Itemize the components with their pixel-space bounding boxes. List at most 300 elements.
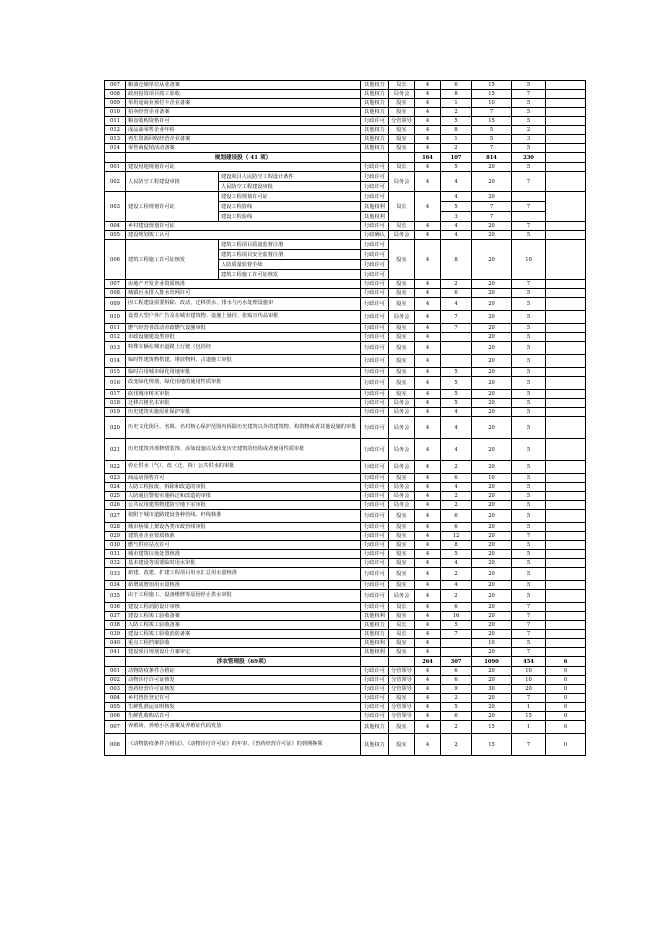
- table-cell: 行政许可: [361, 523, 389, 532]
- table-cell: 行政许可: [361, 581, 389, 590]
- table-row: [105, 135, 586, 144]
- item-name: 建设工程竣工验收消防备案: [126, 630, 361, 639]
- table-cell: 局务会: [389, 417, 415, 439]
- table-cell: 行政许可: [361, 399, 389, 408]
- table-cell: [546, 474, 586, 483]
- table-cell: 分管领导: [389, 676, 415, 685]
- item-name: 设置大型户外广告及在城市建筑物、设施上悬挂、张贴宣传品审批: [126, 311, 361, 324]
- table-cell: 0: [546, 694, 586, 703]
- table-cell: 4: [415, 192, 441, 222]
- item-name: 公共民用建筑物建防空地下室审批: [126, 501, 361, 510]
- table-cell: 4: [415, 676, 441, 685]
- table-cell: [546, 333, 586, 342]
- table-cell: 局务会: [389, 231, 415, 240]
- table-cell: 5: [512, 550, 546, 559]
- item-name: 城市桥梁上架设各类市政管线审批: [126, 523, 361, 532]
- table-row: [105, 172, 586, 182]
- table-cell: 0: [546, 667, 586, 676]
- table-cell: 2: [441, 280, 472, 289]
- item-number: 023: [105, 474, 126, 483]
- table-cell: 行政许可: [361, 712, 389, 721]
- table-cell: 5: [441, 117, 472, 126]
- table-cell: 20: [472, 541, 512, 550]
- table-cell: 5: [512, 324, 546, 333]
- table-cell: 4: [441, 483, 472, 492]
- table-cell: 行政许可: [361, 280, 389, 289]
- table-cell: 5: [441, 390, 472, 399]
- table-cell: 4: [415, 621, 441, 630]
- item-number: 034: [105, 581, 126, 590]
- table-cell: 4: [415, 108, 441, 117]
- table-cell: 4: [441, 192, 472, 202]
- table-cell: 1: [441, 135, 472, 144]
- item-name: 依附于城市道路建设各种管线、杆线核准: [126, 510, 361, 523]
- table-cell: [546, 501, 586, 510]
- table-cell: 5: [512, 501, 546, 510]
- table-row: [105, 461, 586, 474]
- table-cell: 5: [512, 590, 546, 603]
- table-cell: 0: [546, 721, 586, 734]
- table-cell: [546, 399, 586, 408]
- table-cell: 4: [415, 648, 441, 657]
- table-cell: 股室: [389, 648, 415, 657]
- table-cell: 20: [512, 685, 546, 694]
- item-name: 基本建设等需要临时用水审批: [126, 559, 361, 568]
- table-cell: 5: [512, 581, 546, 590]
- table-cell: 4: [415, 117, 441, 126]
- table-cell: 4: [415, 474, 441, 483]
- item-number: 005: [105, 231, 126, 240]
- item-number: 004: [105, 694, 126, 703]
- table-cell: 0: [546, 734, 586, 756]
- table-cell: 局长: [389, 192, 415, 222]
- table-cell: 6: [441, 712, 472, 721]
- table-cell: 股室: [389, 390, 415, 399]
- item-name: 历史建筑实施原址保护审批: [126, 408, 361, 417]
- table-cell: 股室: [389, 734, 415, 756]
- table-cell: [546, 342, 586, 355]
- table-cell: 8: [441, 126, 472, 135]
- item-name: 燃气供应站点许可: [126, 541, 361, 550]
- table-cell: 其他权利: [361, 639, 389, 648]
- table-cell: 8: [441, 240, 472, 280]
- table-cell: 4: [415, 99, 441, 108]
- table-cell: 4: [441, 439, 472, 461]
- table-cell: 股室: [389, 694, 415, 703]
- table-cell: 2: [441, 144, 472, 153]
- table-cell: 5: [512, 231, 546, 240]
- table-cell: 5: [512, 390, 546, 399]
- table-cell: 行政许可: [361, 439, 389, 461]
- table-cell: 4: [415, 590, 441, 603]
- table-cell: 7: [512, 90, 546, 99]
- table-cell: 8: [441, 541, 472, 550]
- table-cell: 4: [415, 483, 441, 492]
- table-cell: 4: [441, 222, 472, 231]
- table-cell: 7: [512, 621, 546, 630]
- table-cell: 行政许可: [361, 550, 389, 559]
- table-row: [105, 222, 586, 231]
- table-cell: 2: [441, 461, 472, 474]
- table-cell: 230: [512, 153, 546, 163]
- table-cell: 5: [472, 135, 512, 144]
- table-cell: 7: [512, 172, 546, 192]
- item-name: 粮食收购资格许可: [126, 117, 361, 126]
- table-cell: 5: [512, 492, 546, 501]
- item-number: 012: [105, 333, 126, 342]
- table-cell: 行政许可: [361, 510, 389, 523]
- table-cell: 5: [441, 621, 472, 630]
- table-cell: 其他权力: [361, 630, 389, 639]
- table-cell: [546, 192, 586, 222]
- table-cell: [546, 630, 586, 639]
- table-cell: [546, 280, 586, 289]
- table-cell: 20: [472, 311, 512, 324]
- table-cell: 5: [512, 163, 546, 172]
- table-cell: 其他权力: [361, 734, 389, 756]
- table-cell: 股室: [389, 289, 415, 298]
- item-name: 城市建筑垃圾处置核准: [126, 550, 361, 559]
- table-cell: 股室: [389, 324, 415, 333]
- table-cell: [546, 408, 586, 417]
- table-row: [105, 333, 586, 342]
- table-row: [105, 231, 586, 240]
- table-cell: 行政确认: [361, 231, 389, 240]
- sub-item-name: 建设工程验线: [219, 212, 361, 222]
- item-number: 030: [105, 541, 126, 550]
- item-number: 007: [105, 280, 126, 289]
- table-row: [105, 126, 586, 135]
- item-name: 历史建筑外部修缮装饰、添加设施以及改变历史建筑的结构或者使用性质审批: [126, 439, 361, 461]
- table-cell: 其他权力: [361, 135, 389, 144]
- table-cell: 分管领导: [389, 712, 415, 721]
- table-cell: 20: [472, 222, 512, 231]
- table-cell: 2: [441, 590, 472, 603]
- table-cell: 局务会: [389, 311, 415, 324]
- table-cell: 5: [512, 510, 546, 523]
- table-cell: [546, 117, 586, 126]
- table-cell: [546, 483, 586, 492]
- table-cell: [105, 153, 126, 163]
- table-row: [105, 568, 586, 581]
- table-cell: 股室: [389, 333, 415, 342]
- table-cell: 4: [441, 231, 472, 240]
- table-cell: 行政许可: [361, 417, 389, 439]
- table-cell: 股室: [389, 108, 415, 117]
- table-row: [105, 590, 586, 603]
- table-cell: 4: [415, 639, 441, 648]
- table-cell: 4: [415, 630, 441, 639]
- table-cell: 4: [415, 721, 441, 734]
- table-cell: [546, 135, 586, 144]
- table-cell: [546, 532, 586, 541]
- table-cell: 20: [472, 461, 512, 474]
- table-cell: 6: [441, 289, 472, 298]
- table-cell: 行政许可: [361, 368, 389, 377]
- table-cell: 4: [415, 532, 441, 541]
- table-row: [105, 117, 586, 126]
- table-cell: 其他权力: [361, 621, 389, 630]
- table-cell: 行政许可: [361, 408, 389, 417]
- table-row: [105, 390, 586, 399]
- table-cell: 5: [512, 461, 546, 474]
- item-name: 因工程建设需要拆除、改动、迁移供水、排水与污水处理设施审: [126, 298, 361, 311]
- table-cell: [546, 568, 586, 581]
- table-cell: [441, 342, 472, 355]
- table-cell: 股室: [389, 126, 415, 135]
- table-cell: 其他权利: [361, 612, 389, 621]
- table-cell: 5: [512, 368, 546, 377]
- item-number: 004: [105, 222, 126, 231]
- table-row: [105, 703, 586, 712]
- sub-item-name: 建设工程放线: [219, 202, 361, 212]
- item-number: 003: [105, 192, 126, 222]
- table-cell: 8: [441, 90, 472, 99]
- table-row: [105, 298, 586, 311]
- table-cell: 4: [441, 408, 472, 417]
- table-cell: 307: [441, 657, 472, 667]
- item-name: 建设用地规划许可证: [126, 163, 361, 172]
- table-cell: 行政许可: [361, 541, 389, 550]
- power-type: 行政许可: [361, 182, 389, 192]
- table-row: [105, 81, 586, 90]
- table-cell: 2: [441, 694, 472, 703]
- table-cell: 局务会: [389, 399, 415, 408]
- power-type: 行政许可: [361, 270, 389, 280]
- item-name: 人防通信警报实施拆迁和改造的审批: [126, 492, 361, 501]
- item-name: 成品油零售企业年检: [126, 126, 361, 135]
- table-cell: 814: [472, 153, 512, 163]
- item-name: 城镇污水排入排水管网许可: [126, 289, 361, 298]
- item-name: 临时占用城市绿化用地审批: [126, 368, 361, 377]
- table-cell: 行政许可: [361, 117, 389, 126]
- table-cell: 分管领导: [389, 667, 415, 676]
- table-cell: 行政许可: [361, 676, 389, 685]
- table-cell: 股室: [389, 298, 415, 311]
- table-cell: [546, 581, 586, 590]
- table-cell: 5: [512, 568, 546, 581]
- item-number: 039: [105, 630, 126, 639]
- table-cell: 股室: [389, 721, 415, 734]
- item-number: 010: [105, 311, 126, 324]
- item-name: 动物防疫条件合格证: [126, 667, 361, 676]
- table-cell: 15: [472, 117, 512, 126]
- table-cell: 20: [472, 603, 512, 612]
- table-cell: [546, 439, 586, 461]
- table-cell: 20: [472, 694, 512, 703]
- table-cell: 4: [415, 712, 441, 721]
- item-number: 036: [105, 603, 126, 612]
- table-cell: [546, 144, 586, 153]
- table-cell: 2: [441, 108, 472, 117]
- table-cell: 4: [415, 172, 441, 192]
- item-number: 032: [105, 559, 126, 568]
- table-cell: 20: [472, 163, 512, 172]
- table-cell: 9: [441, 685, 472, 694]
- table-cell: 5: [512, 377, 546, 390]
- table-row: [105, 289, 586, 298]
- table-cell: 5: [512, 483, 546, 492]
- item-number: 038: [105, 621, 126, 630]
- section-title: 规划建设股（ 41 项）: [126, 153, 361, 163]
- item-name: 《动物防疫条件合格证》、《动物诊疗许可证》的年审、《兽药经营许可证》的到期换领: [126, 734, 361, 756]
- table-cell: 5: [512, 117, 546, 126]
- item-name: 养殖场、养殖小区备案及养殖证代码发放: [126, 721, 361, 734]
- item-number: 031: [105, 550, 126, 559]
- table-cell: [546, 126, 586, 135]
- item-number: 007: [105, 721, 126, 734]
- table-cell: 行政许可: [361, 703, 389, 712]
- table-cell: 5: [441, 703, 472, 712]
- table-row: [105, 734, 586, 756]
- item-name: 动物诊疗许可证核发: [126, 676, 361, 685]
- item-number: 025: [105, 492, 126, 501]
- item-number: 018: [105, 399, 126, 408]
- table-cell: 5: [512, 541, 546, 550]
- table-cell: 4: [415, 135, 441, 144]
- table-cell: 局务会: [389, 408, 415, 417]
- item-name: 停止供水（气）、改（迁、拆）公共供水的审批: [126, 461, 361, 474]
- table-cell: 股室: [389, 541, 415, 550]
- table-cell: 4: [415, 333, 441, 342]
- table-cell: [546, 559, 586, 568]
- table-cell: [546, 99, 586, 108]
- table-cell: 5: [441, 399, 472, 408]
- table-cell: 7: [441, 324, 472, 333]
- item-name: 历史文化街区、名镇、名村核心保护范围内拆除历史建筑以外的建筑物、构筑物或者其他设施的审批: [126, 417, 361, 439]
- table-row: [105, 685, 586, 694]
- table-row: [105, 501, 586, 510]
- table-cell: 行政许可: [361, 694, 389, 703]
- sub-item-name: 建设项目人民防空工程设计条件: [219, 172, 361, 182]
- table-cell: [361, 657, 389, 667]
- table-cell: 股室: [389, 639, 415, 648]
- table-cell: 4: [415, 408, 441, 417]
- item-number: 012: [105, 126, 126, 135]
- table-cell: [546, 81, 586, 90]
- table-cell: 20: [472, 355, 512, 368]
- table-cell: 其他权力: [361, 144, 389, 153]
- table-cell: 其他权力: [361, 81, 389, 90]
- table-cell: 5: [512, 311, 546, 324]
- table-cell: 股室: [389, 568, 415, 581]
- table-cell: 10: [512, 240, 546, 280]
- table-cell: 3: [441, 212, 472, 222]
- table-cell: 5: [441, 163, 472, 172]
- table-row: [105, 192, 586, 202]
- sub-item-name: 建设工程规划许可证: [219, 192, 361, 202]
- section-header-row: [105, 153, 586, 163]
- table-cell: 股室: [389, 581, 415, 590]
- table-cell: 20: [472, 483, 512, 492]
- table-cell: 4: [415, 342, 441, 355]
- item-number: 020: [105, 417, 126, 439]
- table-cell: 5: [512, 474, 546, 483]
- table-cell: 5: [512, 81, 546, 90]
- table-cell: 7: [512, 734, 546, 756]
- item-name: 商品房预售许可: [126, 474, 361, 483]
- table-cell: 7: [512, 630, 546, 639]
- table-cell: 4: [415, 399, 441, 408]
- table-cell: 1: [441, 99, 472, 108]
- section-header-row: [105, 657, 586, 667]
- table-cell: [512, 212, 546, 222]
- table-cell: 4: [415, 163, 441, 172]
- table-cell: 5: [512, 333, 546, 342]
- table-cell: 2: [441, 492, 472, 501]
- table-cell: [389, 153, 415, 163]
- table-cell: 2: [441, 734, 472, 756]
- item-name: 市政设施建设类审批: [126, 333, 361, 342]
- table-cell: [441, 648, 472, 657]
- table-cell: 1090: [472, 657, 512, 667]
- table-cell: 20: [472, 439, 512, 461]
- item-number: 002: [105, 676, 126, 685]
- table-cell: 4: [415, 289, 441, 298]
- table-cell: 6: [441, 523, 472, 532]
- table-cell: 行政许可: [361, 333, 389, 342]
- table-cell: 4: [415, 685, 441, 694]
- table-cell: 行政许可: [361, 603, 389, 612]
- item-name: 零售商促销活动备案: [126, 144, 361, 153]
- table-cell: 4: [415, 703, 441, 712]
- table-cell: 7: [512, 694, 546, 703]
- table-cell: 7: [441, 311, 472, 324]
- table-row: [105, 483, 586, 492]
- table-cell: 10: [512, 667, 546, 676]
- section-title: 涉农管理股（69项）: [126, 657, 361, 667]
- table-cell: 15: [472, 81, 512, 90]
- table-cell: 20: [472, 559, 512, 568]
- table-cell: 30: [472, 685, 512, 694]
- table-cell: 股室: [389, 99, 415, 108]
- table-cell: 20: [472, 590, 512, 603]
- table-cell: 7: [512, 202, 546, 212]
- service-items-table: [104, 80, 586, 756]
- table-cell: 20: [472, 667, 512, 676]
- table-cell: 股室: [389, 377, 415, 390]
- item-name: 临时性建筑物搭建、堆放物料、占道施工审批: [126, 355, 361, 368]
- table-cell: 7: [512, 222, 546, 231]
- table-cell: 7: [472, 202, 512, 212]
- table-cell: 行政许可: [361, 492, 389, 501]
- item-number: 011: [105, 324, 126, 333]
- table-cell: [546, 231, 586, 240]
- table-cell: 10: [472, 99, 512, 108]
- table-cell: 股室: [389, 355, 415, 368]
- table-cell: 5: [441, 368, 472, 377]
- sub-item-name: 建筑工程施工许可证核发: [219, 270, 361, 280]
- item-number: 029: [105, 532, 126, 541]
- table-cell: 10: [512, 676, 546, 685]
- table-row: [105, 648, 586, 657]
- item-number: 024: [105, 483, 126, 492]
- table-cell: 20: [472, 501, 512, 510]
- table-cell: 局务会: [389, 439, 415, 461]
- table-cell: 5: [512, 417, 546, 439]
- table-row: [105, 474, 586, 483]
- table-cell: [546, 541, 586, 550]
- table-cell: 20: [472, 231, 512, 240]
- table-cell: 12: [441, 532, 472, 541]
- table-row: [105, 280, 586, 289]
- table-cell: 股室: [389, 523, 415, 532]
- table-cell: 股室: [389, 342, 415, 355]
- table-cell: [546, 108, 586, 117]
- item-name: 迁移古树名木审批: [126, 399, 361, 408]
- item-number: 011: [105, 117, 126, 126]
- power-type: 行政许可: [361, 172, 389, 182]
